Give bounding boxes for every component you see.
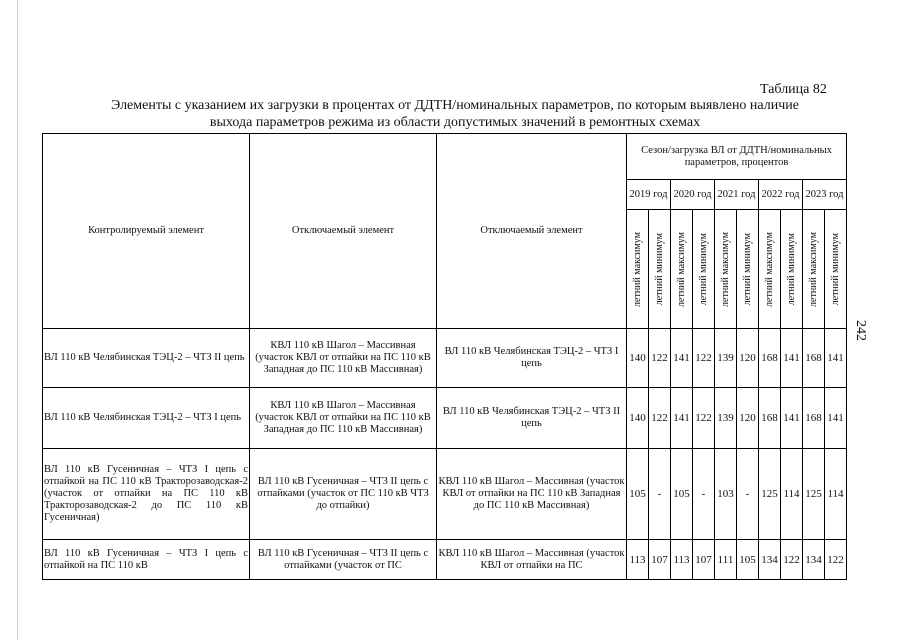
disconnected-element-1-cell: ВЛ 110 кВ Гусеничная – ЧТЗ II цепь с отпайками (участок от ПС [250, 540, 437, 580]
value-cell: 141 [671, 329, 693, 388]
controlled-element-cell: ВЛ 110 кВ Гусеничная – ЧТЗ I цепь с отпайкой на ПС 110 кВ [43, 540, 250, 580]
value-cell: 120 [737, 329, 759, 388]
value-cell: 168 [759, 329, 781, 388]
disconnected-element-2-cell: ВЛ 110 кВ Челябинская ТЭЦ-2 – ЧТЗ I цепь [437, 329, 627, 388]
controlled-element-cell: ВЛ 110 кВ Гусеничная – ЧТЗ I цепь с отпайкой на ПС 110 кВ Тракторозаводская-2 (участок от отпайки на ПС 110 кВ Тракторозаводская-2 до ПС 110 кВ Гусеничная) [43, 449, 250, 540]
header-disconnected-element-1: Отключаемый элемент [250, 134, 437, 329]
value-cell: 122 [649, 329, 671, 388]
header-year: 2023 год [803, 180, 847, 210]
controlled-element-cell: ВЛ 110 кВ Челябинская ТЭЦ-2 – ЧТЗ II цепь [43, 329, 250, 388]
disconnected-element-2-cell: КВЛ 110 кВ Шагол – Массивная (участок КВЛ от отпайки на ПС 110 кВ Западная до ПС 110 кВ Массивная) [437, 449, 627, 540]
header-summer-max: летний максимум [715, 210, 737, 329]
disconnected-element-2-cell: ВЛ 110 кВ Челябинская ТЭЦ-2 – ЧТЗ II цепь [437, 388, 627, 449]
value-cell: 140 [627, 388, 649, 449]
value-cell: 107 [649, 540, 671, 580]
disconnected-element-1-cell: КВЛ 110 кВ Шагол – Массивная (участок КВЛ от отпайки на ПС 110 кВ Западная до ПС 110 кВ Массивная) [250, 388, 437, 449]
value-cell: 141 [671, 388, 693, 449]
value-cell: 111 [715, 540, 737, 580]
header-year: 2019 год [627, 180, 671, 210]
value-cell: 168 [759, 388, 781, 449]
value-cell: 107 [693, 540, 715, 580]
table-title [60, 97, 850, 131]
header-year: 2021 год [715, 180, 759, 210]
header-year: 2020 год [671, 180, 715, 210]
value-cell: 141 [781, 388, 803, 449]
header-summer-min: летний минимум [693, 210, 715, 329]
header-season-load: Сезон/загрузка ВЛ от ДДТН/номинальных параметров, процентов [627, 134, 847, 180]
header-year: 2022 год [759, 180, 803, 210]
value-cell: 168 [803, 388, 825, 449]
value-cell: 122 [693, 388, 715, 449]
header-summer-min: летний минимум [737, 210, 759, 329]
value-cell: 125 [759, 449, 781, 540]
disconnected-element-1-cell: КВЛ 110 кВ Шагол – Массивная (участок КВЛ от отпайки на ПС 110 кВ Западная до ПС 110 кВ Массивная) [250, 329, 437, 388]
header-summer-max: летний максимум [671, 210, 693, 329]
value-cell: 113 [671, 540, 693, 580]
value-cell: 139 [715, 329, 737, 388]
value-cell: 105 [627, 449, 649, 540]
value-cell: 141 [825, 388, 847, 449]
value-cell: 140 [627, 329, 649, 388]
value-cell: 141 [825, 329, 847, 388]
value-cell: 122 [693, 329, 715, 388]
disconnected-element-1-cell: ВЛ 110 кВ Гусеничная – ЧТЗ II цепь с отпайками (участок от ПС 110 кВ ЧТЗ до отпайки) [250, 449, 437, 540]
table-row [43, 449, 847, 540]
value-cell: 134 [803, 540, 825, 580]
header-summer-max: летний максимум [627, 210, 649, 329]
table-row [43, 540, 847, 580]
value-cell: - [737, 449, 759, 540]
value-cell: 114 [825, 449, 847, 540]
header-disconnected-element-2: Отключаемый элемент [437, 134, 627, 329]
value-cell: 105 [737, 540, 759, 580]
page-number: 242 [853, 320, 868, 341]
header-summer-min: летний минимум [825, 210, 847, 329]
value-cell: - [649, 449, 671, 540]
value-cell: - [693, 449, 715, 540]
value-cell: 103 [715, 449, 737, 540]
table-row [43, 388, 847, 449]
title-line-1: Элементы с указанием их загрузки в процентах от ДДТН/номинальных параметров, по которым выявлено наличие [111, 98, 799, 113]
header-summer-min: летний минимум [649, 210, 671, 329]
value-cell: 125 [803, 449, 825, 540]
title-line-2: выхода параметров режима из области допустимых значений в ремонтных схемах [209, 115, 701, 130]
value-cell: 168 [803, 329, 825, 388]
value-cell: 113 [627, 540, 649, 580]
header-summer-max: летний максимум [759, 210, 781, 329]
value-cell: 120 [737, 388, 759, 449]
header-controlled-element: Контролируемый элемент [43, 134, 250, 329]
value-cell: 141 [781, 329, 803, 388]
load-table [42, 133, 847, 580]
controlled-element-cell: ВЛ 110 кВ Челябинская ТЭЦ-2 – ЧТЗ I цепь [43, 388, 250, 449]
value-cell: 122 [649, 388, 671, 449]
table-number: Таблица 82 [760, 82, 827, 97]
header-summer-max: летний максимум [803, 210, 825, 329]
disconnected-element-2-cell: КВЛ 110 кВ Шагол – Массивная (участок КВЛ от отпайки на ПС [437, 540, 627, 580]
value-cell: 134 [759, 540, 781, 580]
header-summer-min: летний минимум [781, 210, 803, 329]
table-row [43, 329, 847, 388]
page-edge-line [17, 0, 18, 640]
value-cell: 122 [825, 540, 847, 580]
value-cell: 122 [781, 540, 803, 580]
value-cell: 105 [671, 449, 693, 540]
value-cell: 114 [781, 449, 803, 540]
value-cell: 139 [715, 388, 737, 449]
